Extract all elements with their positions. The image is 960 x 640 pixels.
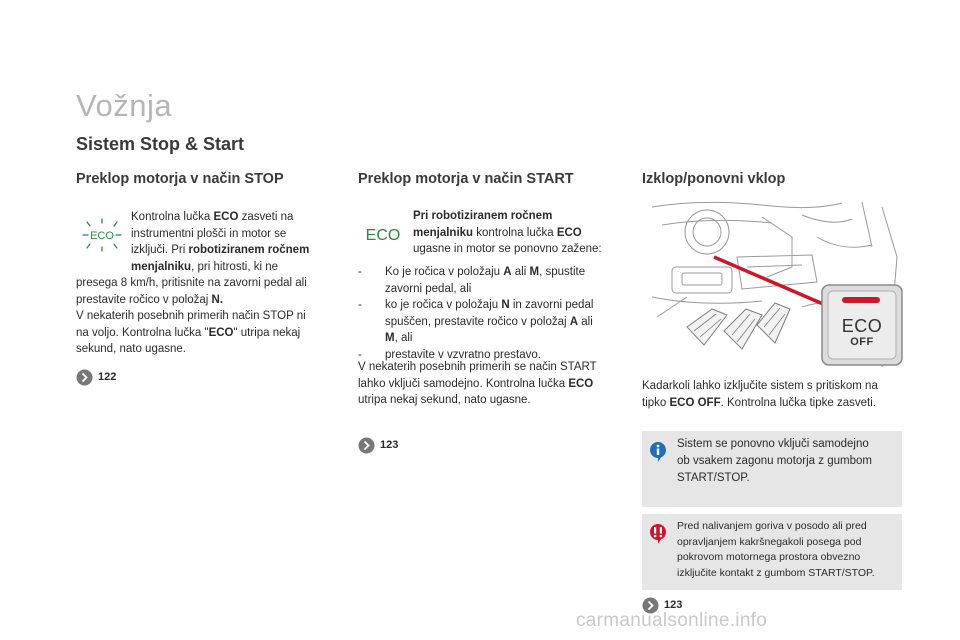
- start-page-reference[interactable]: 123: [358, 436, 398, 454]
- start-intro: Pri robotiziranem ročnem menjalniku kontrolna lučka ECO ugasne in motor se ponovno zažene:: [413, 210, 602, 255]
- list-item: - Ko je ročica v položaju A ali M, spustite zavorni pedal, ali: [358, 266, 586, 295]
- info-note-text: Sistem se ponovno vključi samodejno ob vsakem zagonu motorja z gumbom START/STOP.: [677, 438, 872, 484]
- off-page-reference[interactable]: 123: [642, 596, 682, 614]
- stop-page-reference[interactable]: 122: [76, 368, 116, 386]
- section-title: Sistem Stop & Start: [76, 134, 245, 154]
- warning-note-text: Pred nalivanjem goriva v posodo ali pred opravljanjem kakršnegakoli posega pod pokrovom motornega prostora obvezno izključite kontakt z gumbom START/STOP.: [677, 520, 875, 579]
- eco-indicator-icon: [360, 223, 406, 245]
- warning-note: [642, 514, 902, 590]
- list-item: - ko je ročica v položaju N in zavorni pedal spuščen, prestavite ročico v položaj A ali M, ali: [358, 299, 594, 344]
- eco-indicator-lit-icon: [80, 210, 124, 254]
- page-reference-icon: [358, 437, 375, 454]
- info-note: [642, 431, 902, 507]
- chapter-title: Vožnja: [76, 88, 173, 123]
- off-description: Kadarkoli lahko izključite sistem s pritiskom na tipko ECO OFF. Kontrolna lučka tipke zasveti.: [642, 380, 878, 409]
- list-item: - prestavite v vzvratno prestavo.: [358, 348, 541, 361]
- page-reference-icon: [76, 369, 93, 386]
- eco-indicator-label: ECO: [365, 227, 401, 244]
- eco-indicator-label: ECO: [90, 230, 114, 242]
- stop-text-bottom: presega 8 km/h, pritisnite na zavorni pedal ali prestavite ročico v položaj N. V nekaterih posebnih primerih način STOP ni na voljo. Kontrolna lučka "ECO" utripa nekaj sekund, nato ugasne.: [76, 277, 307, 355]
- off-heading: Izklop/ponovni vklop: [642, 171, 786, 187]
- stop-heading: Preklop motorja v način STOP: [76, 171, 284, 187]
- start-conditions-list: [358, 264, 628, 363]
- eco-off-button-label-bottom: OFF: [850, 336, 874, 348]
- eco-off-button-label-top: ECO: [841, 316, 883, 336]
- info-icon: [649, 441, 667, 463]
- start-outro: V nekaterih posebnih primerih se način START lahko vključi samodejno. Kontrolna lučka ECO utripa nekaj sekund, nato ugasne.: [358, 361, 597, 406]
- stop-text-top: Kontrolna lučka ECO zasveti na instrumentni plošči in motor se izključi. Pri robotiziranem ročnem menjalniku, pri hitrosti, ki ne: [131, 211, 310, 273]
- watermark: carmanualsonline.info: [576, 610, 768, 631]
- eco-off-button-led: [842, 297, 880, 303]
- eco-off-button[interactable]: [828, 291, 896, 359]
- start-heading: Preklop motorja v način START: [358, 171, 574, 187]
- warning-icon: [649, 523, 667, 545]
